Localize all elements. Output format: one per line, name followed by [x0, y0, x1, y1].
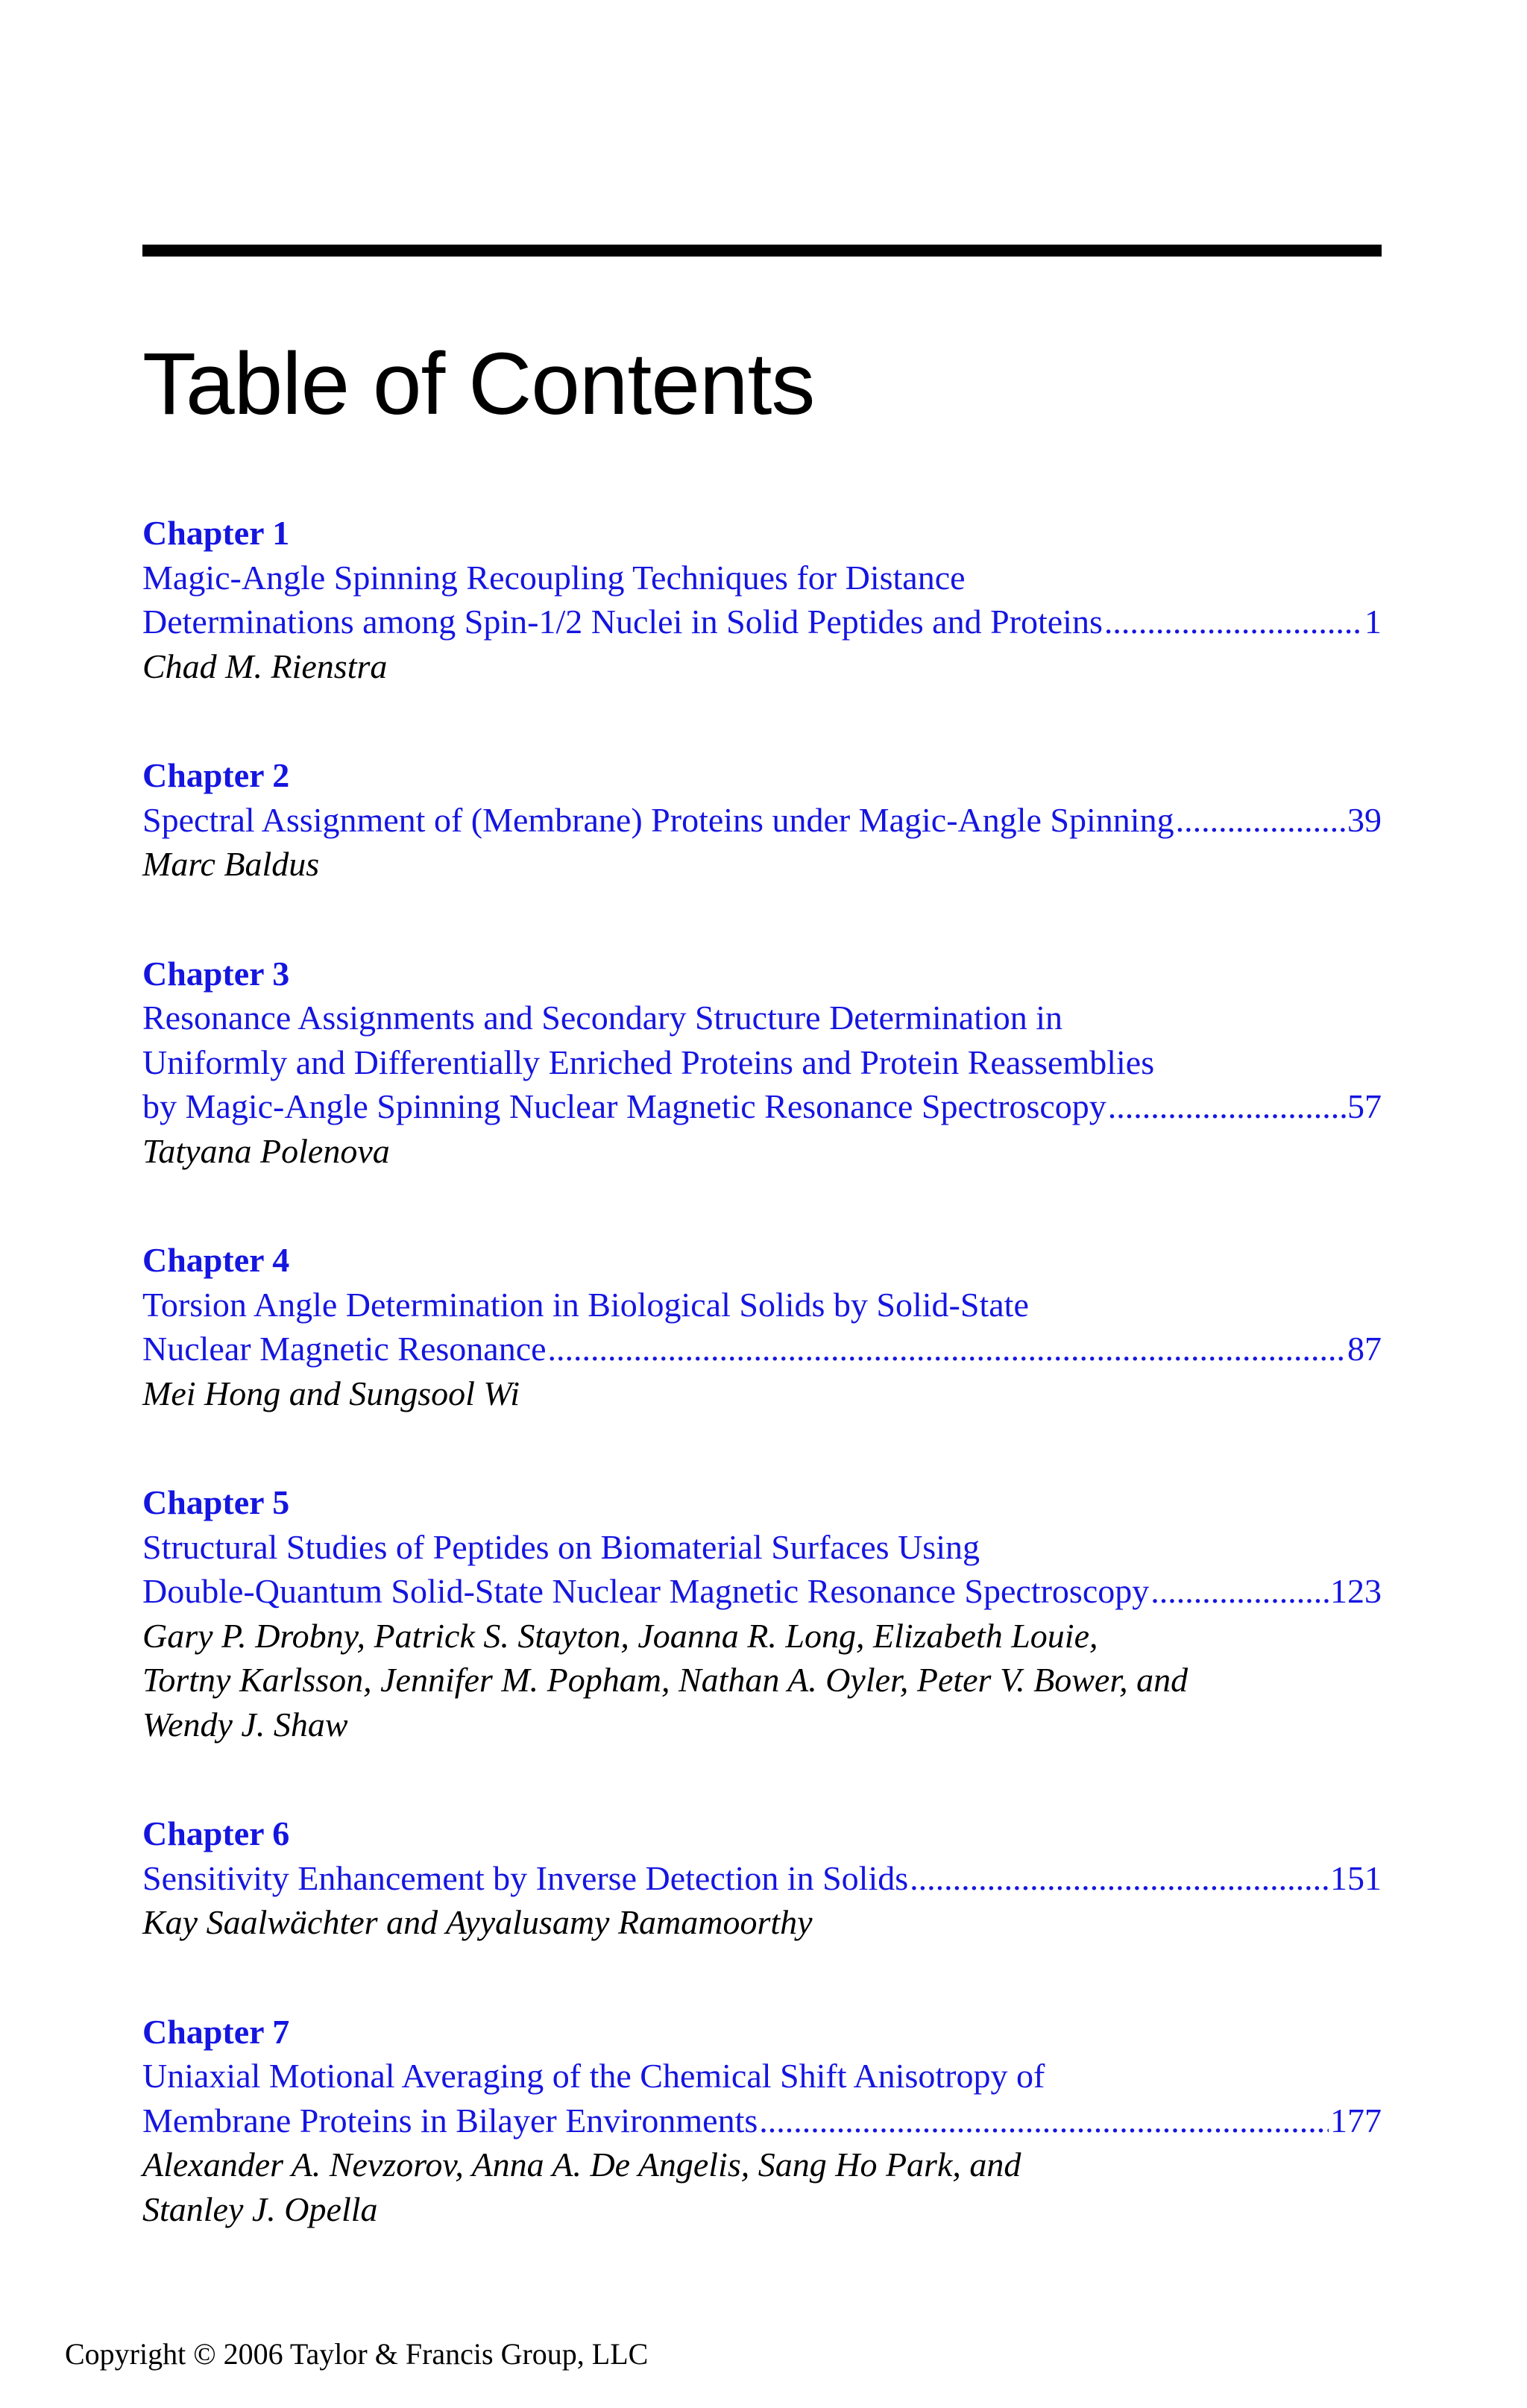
- chapter-title-text[interactable]: by Magic-Angle Spinning Nuclear Magnetic Resonance Spectroscopy: [142, 1087, 1106, 1125]
- chapter-authors: Kay Saalwächter and Ayyalusamy Ramamoorthy: [142, 1903, 813, 1941]
- page-number[interactable]: 39: [1347, 800, 1382, 839]
- dot-leader: [1150, 1569, 1329, 1614]
- chapter-title-text[interactable]: Double-Quantum Solid-State Nuclear Magnetic Resonance Spectroscopy: [142, 1572, 1150, 1610]
- page-number[interactable]: 177: [1330, 2101, 1382, 2140]
- page-number[interactable]: 1: [1364, 603, 1382, 641]
- chapter-title-line[interactable]: Magic-Angle Spinning Recoupling Techniques for Distance: [142, 558, 966, 597]
- toc-entry-chapter-5[interactable]: [142, 1480, 1382, 1747]
- chapter-title-line[interactable]: Resonance Assignments and Secondary Structure Determination in: [142, 999, 1063, 1037]
- chapter-title-line[interactable]: Uniaxial Motional Averaging of the Chemical Shift Anisotropy of: [142, 2057, 1045, 2095]
- chapter-label[interactable]: Chapter 4: [142, 1241, 290, 1279]
- chapter-title-line-with-page[interactable]: [142, 1856, 1382, 1901]
- dot-leader: [548, 1327, 1346, 1371]
- chapter-authors: Tatyana Polenova: [142, 1131, 390, 1170]
- page-title: Table of Contents: [142, 335, 815, 433]
- chapter-title-line-with-page[interactable]: [142, 1569, 1382, 1614]
- chapter-title-text[interactable]: Membrane Proteins in Bilayer Environments: [142, 2101, 758, 2140]
- chapter-authors: Marc Baldus: [142, 845, 320, 883]
- toc-entry-chapter-7[interactable]: [142, 2010, 1382, 2232]
- toc-list: [142, 511, 1382, 2296]
- toc-entry-chapter-6[interactable]: [142, 1811, 1382, 1945]
- chapter-authors: Stanley J. Opella: [142, 2189, 378, 2228]
- chapter-title-line-with-page[interactable]: [142, 2099, 1382, 2143]
- chapter-title-line-with-page[interactable]: [142, 798, 1382, 843]
- chapter-authors: Alexander A. Nevzorov, Anna A. De Angelis, Sang Ho Park, and: [142, 2145, 1021, 2184]
- chapter-title-line[interactable]: Structural Studies of Peptides on Biomaterial Surfaces Using: [142, 1527, 980, 1566]
- chapter-label[interactable]: Chapter 1: [142, 514, 290, 552]
- dot-leader: [910, 1856, 1329, 1901]
- chapter-title-line-with-page[interactable]: [142, 600, 1382, 644]
- chapter-label[interactable]: Chapter 5: [142, 1483, 290, 1521]
- toc-entry-chapter-4[interactable]: [142, 1238, 1382, 1415]
- dot-leader: [759, 2099, 1329, 2143]
- dot-leader: [1108, 1084, 1346, 1129]
- chapter-authors: Gary P. Drobny, Patrick S. Stayton, Joanna R. Long, Elizabeth Louie,: [142, 1616, 1098, 1655]
- chapter-title-text[interactable]: Nuclear Magnetic Resonance: [142, 1330, 547, 1368]
- page-number[interactable]: 123: [1330, 1572, 1382, 1610]
- chapter-authors: Chad M. Rienstra: [142, 647, 388, 685]
- chapter-label[interactable]: Chapter 6: [142, 1814, 290, 1852]
- chapter-title-text[interactable]: Spectral Assignment of (Membrane) Proteins under Magic-Angle Spinning: [142, 800, 1174, 839]
- chapter-title-text[interactable]: Sensitivity Enhancement by Inverse Detection in Solids: [142, 1858, 909, 1897]
- chapter-title-text[interactable]: Determinations among Spin-1/2 Nuclei in Solid Peptides and Proteins: [142, 603, 1103, 641]
- chapter-title-line[interactable]: Torsion Angle Determination in Biological Solids by Solid-State: [142, 1285, 1029, 1324]
- toc-entry-chapter-3[interactable]: [142, 952, 1382, 1174]
- chapter-title-line[interactable]: Uniformly and Differentially Enriched Proteins and Protein Reassemblies: [142, 1043, 1155, 1081]
- chapter-authors: Mei Hong and Sungsool Wi: [142, 1374, 520, 1412]
- dot-leader: [1104, 600, 1363, 644]
- chapter-title-line-with-page[interactable]: [142, 1084, 1382, 1129]
- toc-entry-chapter-2[interactable]: [142, 753, 1382, 887]
- dot-leader: [1176, 798, 1346, 843]
- chapter-label[interactable]: Chapter 3: [142, 954, 290, 993]
- chapter-title-line-with-page[interactable]: [142, 1327, 1382, 1371]
- page-number[interactable]: 151: [1330, 1858, 1382, 1897]
- chapter-label[interactable]: Chapter 2: [142, 756, 290, 794]
- page-number[interactable]: 87: [1347, 1330, 1382, 1368]
- chapter-label[interactable]: Chapter 7: [142, 2012, 290, 2051]
- copyright-notice: Copyright © 2006 Taylor & Francis Group, LLC: [65, 2337, 649, 2371]
- page-number[interactable]: 57: [1347, 1087, 1382, 1125]
- toc-entry-chapter-1[interactable]: [142, 511, 1382, 688]
- chapter-authors: Tortny Karlsson, Jennifer M. Popham, Nathan A. Oyler, Peter V. Bower, and: [142, 1661, 1188, 1699]
- top-rule: [142, 245, 1382, 257]
- chapter-authors: Wendy J. Shaw: [142, 1705, 348, 1744]
